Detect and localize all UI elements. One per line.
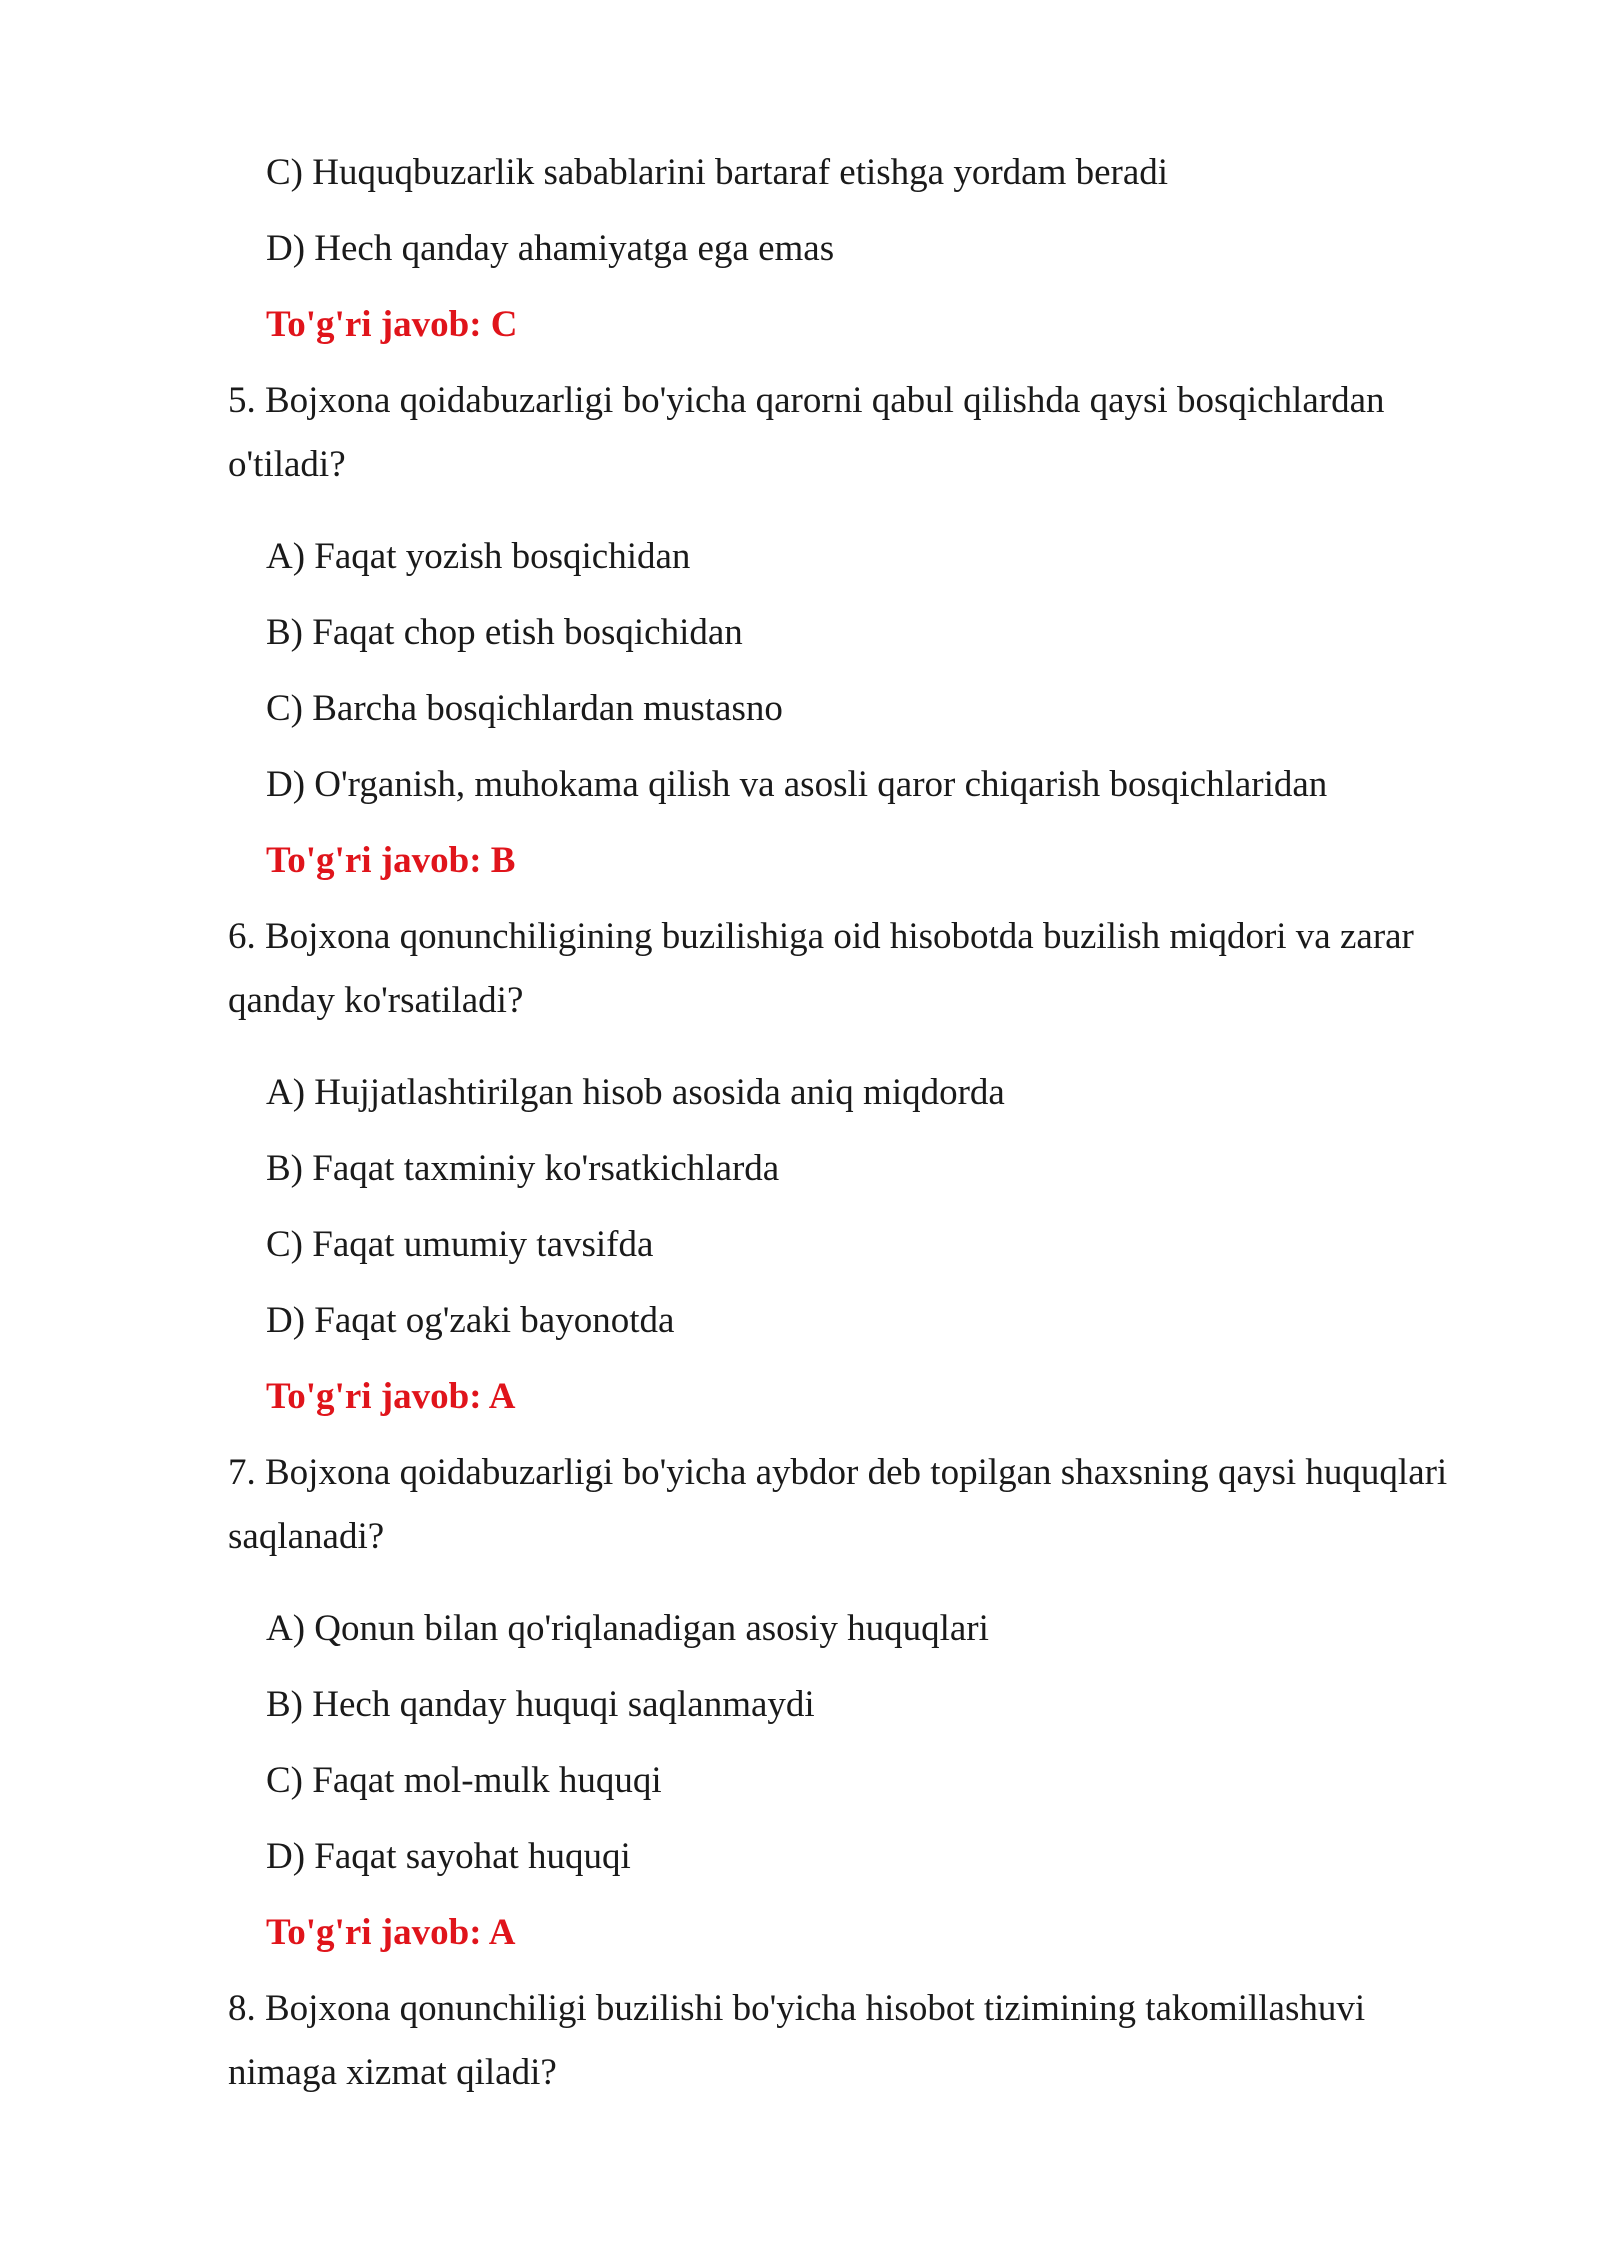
q6-option-d: D) Faqat og'zaki bayonotda: [266, 1300, 675, 1341]
q7-option-c: C) Faqat mol-mulk huquqi: [266, 1760, 662, 1801]
q5-answer: To'g'ri javob: B: [266, 840, 516, 881]
q5-option-a: A) Faqat yozish bosqichidan: [266, 536, 691, 577]
q7-option-b: B) Hech qanday huquqi saqlanmaydi: [266, 1684, 815, 1725]
q5-option-c: C) Barcha bosqichlardan mustasno: [266, 688, 783, 729]
q4-option-d: D) Hech qanday ahamiyatga ega emas: [266, 228, 835, 269]
q6-option-c: C) Faqat umumiy tavsifda: [266, 1224, 654, 1265]
q8-question-line2: nimaga xizmat qiladi?: [228, 2052, 557, 2093]
q5-option-b: B) Faqat chop etish bosqichidan: [266, 612, 743, 653]
q7-question-line1: 7. Bojxona qoidabuzarligi bo'yicha aybdor deb topilgan shaxsning qaysi huquqlari: [228, 1452, 1448, 1493]
q6-question-line2: qanday ko'rsatiladi?: [228, 980, 524, 1021]
q6-option-b: B) Faqat taxminiy ko'rsatkichlarda: [266, 1148, 780, 1189]
q8-question-line1: 8. Bojxona qonunchiligi buzilishi bo'yicha hisobot tizimining takomillashuvi: [228, 1988, 1366, 2029]
q6-answer: To'g'ri javob: A: [266, 1376, 516, 1417]
q7-answer: To'g'ri javob: A: [266, 1912, 516, 1953]
q5-question-line2: o'tiladi?: [228, 444, 346, 485]
q5-option-d: D) O'rganish, muhokama qilish va asosli qaror chiqarish bosqichlaridan: [266, 764, 1328, 805]
q4-answer: To'g'ri javob: C: [266, 304, 518, 345]
q7-option-d: D) Faqat sayohat huquqi: [266, 1836, 631, 1877]
q6-question-line1: 6. Bojxona qonunchiligining buzilishiga oid hisobotda buzilish miqdori va zarar: [228, 916, 1414, 957]
q7-question-line2: saqlanadi?: [228, 1516, 385, 1557]
q4-option-c: C) Huquqbuzarlik sabablarini bartaraf etishga yordam beradi: [266, 152, 1169, 193]
q7-option-a: A) Qonun bilan qo'riqlanadigan asosiy huquqlari: [266, 1608, 989, 1649]
q6-option-a: A) Hujjatlashtirilgan hisob asosida aniq miqdorda: [266, 1072, 1005, 1113]
q5-question-line1: 5. Bojxona qoidabuzarligi bo'yicha qarorni qabul qilishda qaysi bosqichlardan: [228, 380, 1385, 421]
